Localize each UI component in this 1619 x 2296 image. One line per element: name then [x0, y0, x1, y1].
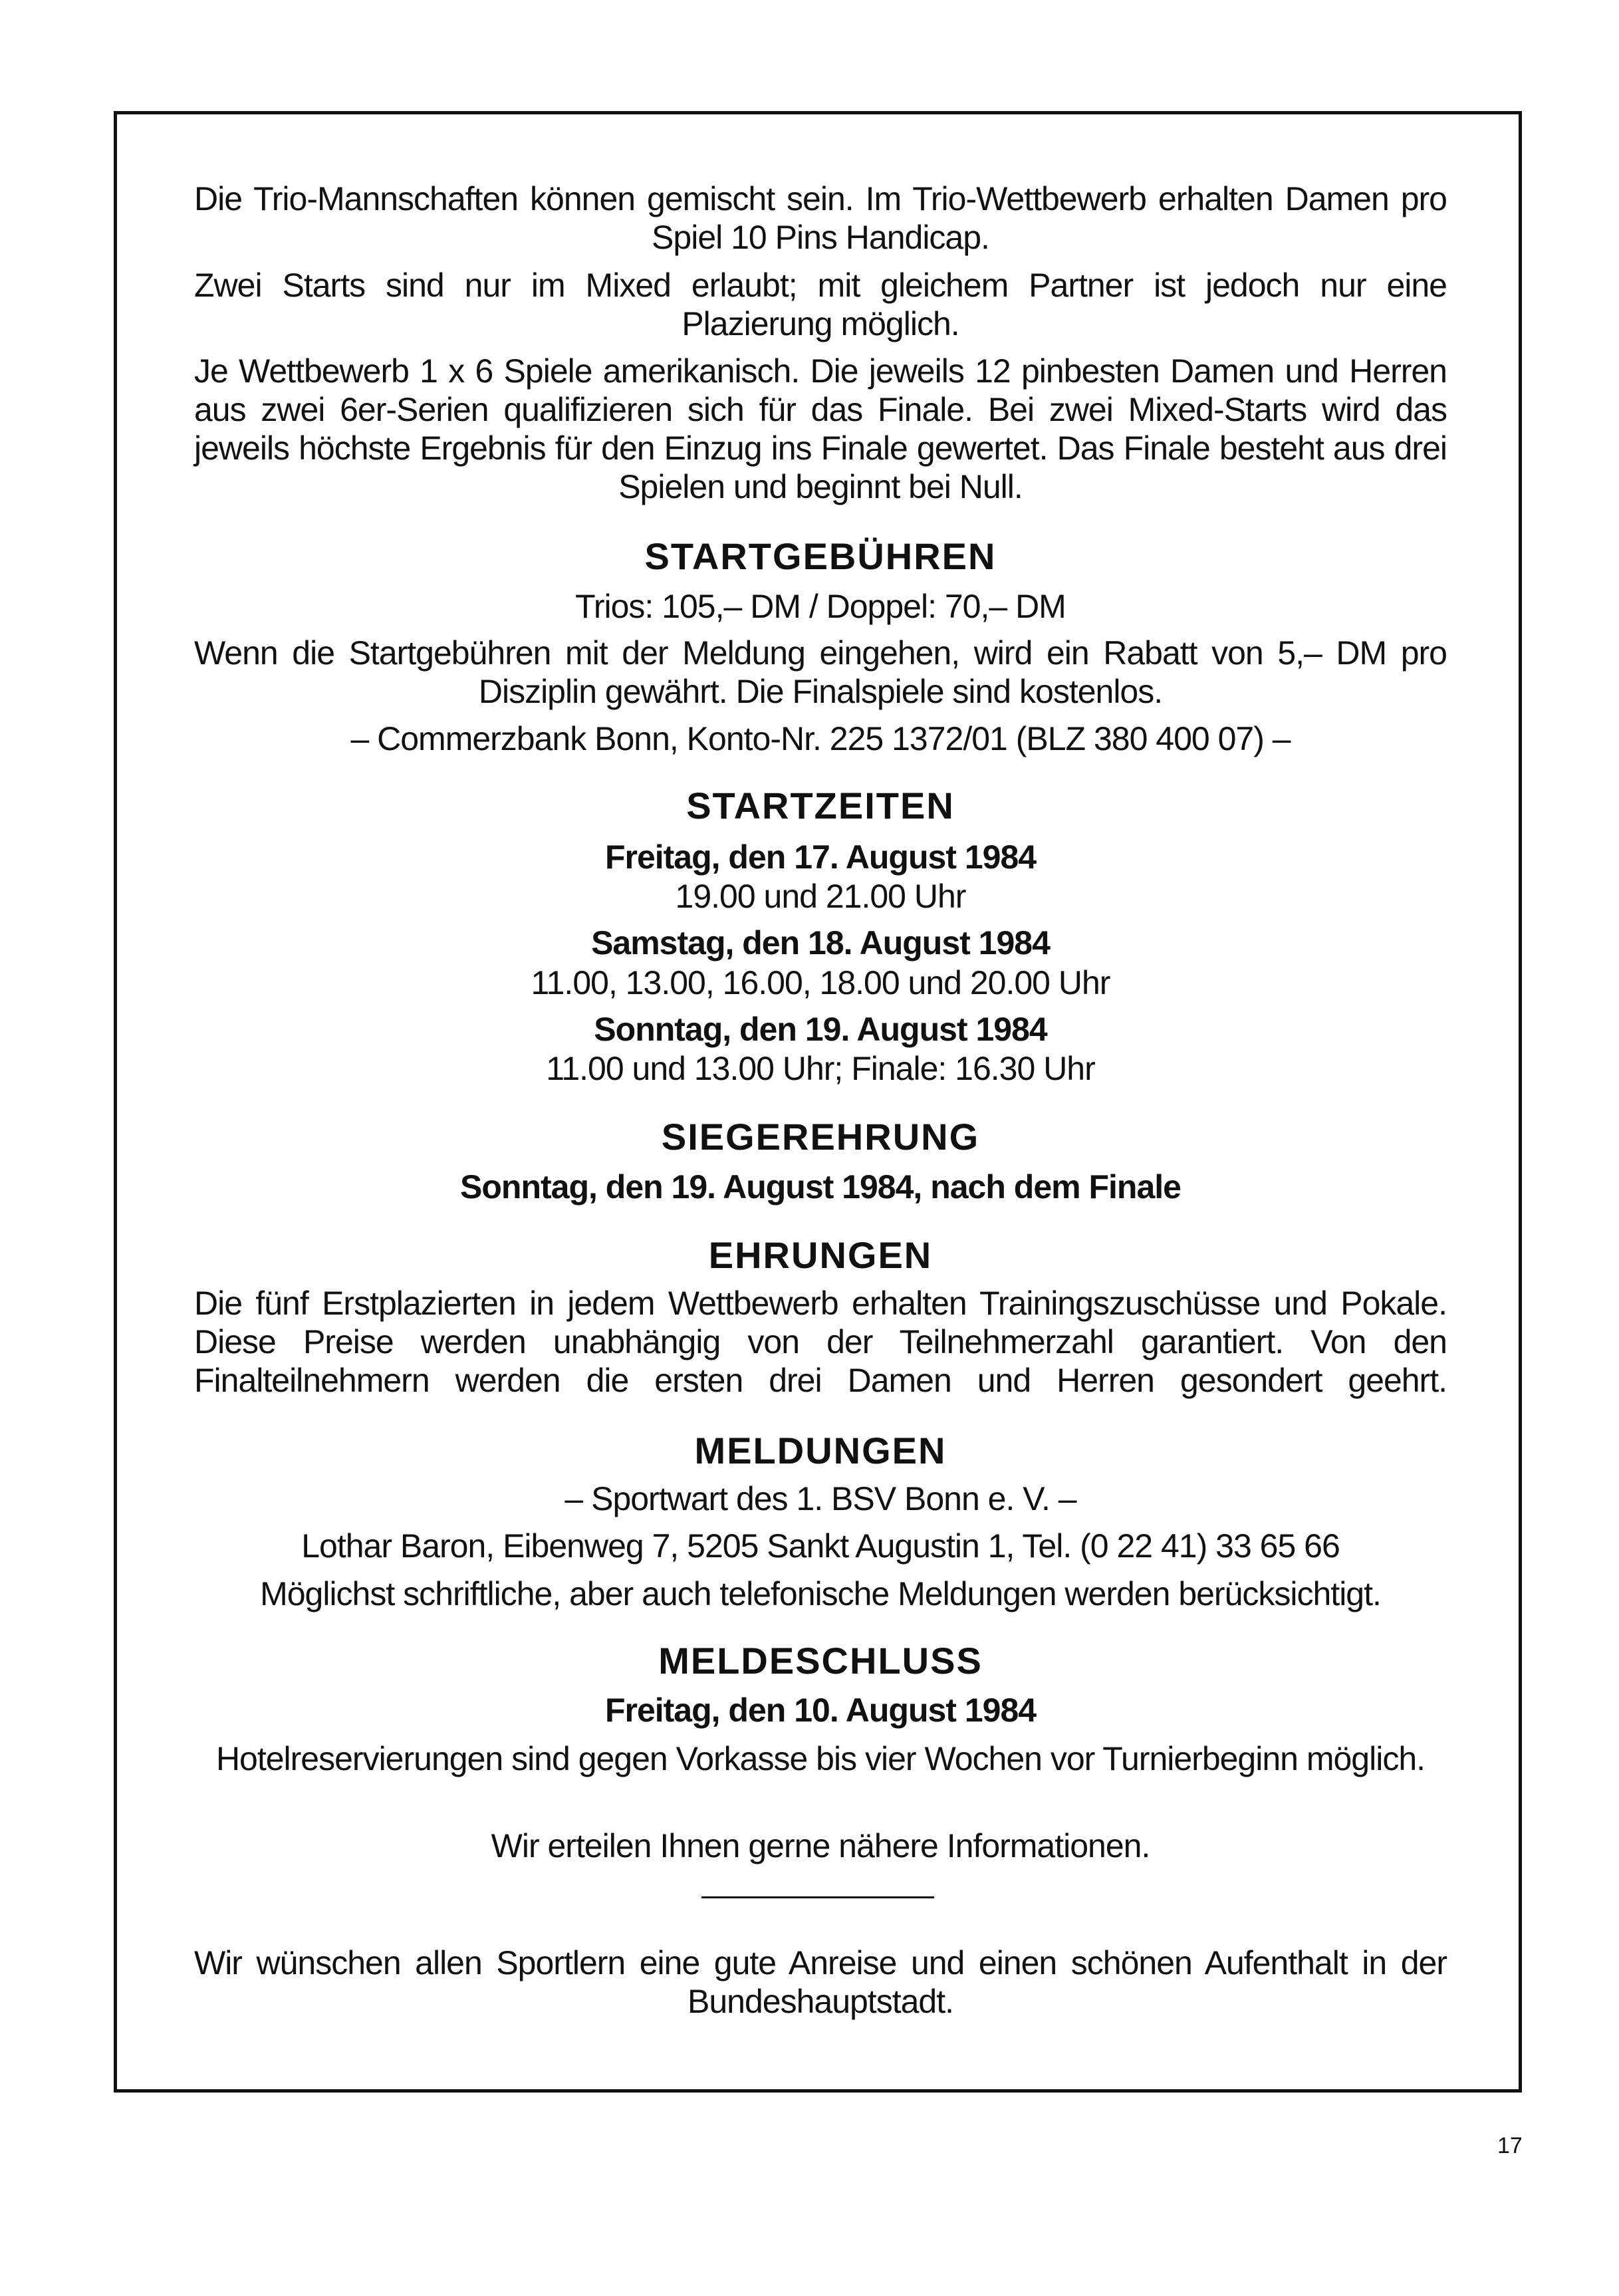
page-number: 17	[1497, 2133, 1523, 2158]
heading-siegerehrung: SIEGEREHRUNG	[661, 1116, 980, 1158]
intro-paragraph-2: Zwei Starts sind nur im Mixed erlaubt; mit gleichem Partner ist jedoch nur eine Plazierung möglich.	[194, 267, 1447, 342]
meldungen-contact: Lothar Baron, Eibenweg 7, 5205 Sankt Augustin 1, Tel. (0 22 41) 33 65 66	[301, 1527, 1340, 1565]
meldungen-role: – Sportwart des 1. BSV Bonn e. V. –	[564, 1480, 1076, 1517]
day-date: Samstag, den 18. August 1984	[591, 924, 1050, 961]
closing-text: Wir wünschen allen Sportlern eine gute Anreise und einen schönen Aufenthalt in der Bundeshauptstadt.	[194, 1944, 1447, 2020]
intro-paragraph-1: Die Trio-Mannschaften können gemischt sein. Im Trio-Wettbewerb erhalten Damen pro Spiel 10 Pins Handicap.	[194, 180, 1447, 256]
heading-meldeschluss: MELDESCHLUSS	[658, 1640, 983, 1682]
heading-ehrungen: EHRUNGEN	[708, 1234, 933, 1276]
day-date: Freitag, den 17. August 1984	[604, 838, 1037, 876]
meldeschluss-date: Freitag, den 10. August 1984	[604, 1692, 1037, 1729]
day-times: 11.00 und 13.00 Uhr; Finale: 16.30 Uhr	[546, 1050, 1095, 1087]
heading-startgebuehren: STARTGEBÜHREN	[644, 535, 997, 577]
intro-paragraph-3: Je Wettbewerb 1 x 6 Spiele amerikanisch. Die jeweils 12 pinbesten Damen und Herren aus zwei 6er-Serien qualifizieren sich für das Finale. Bei zwei Mixed-Starts wird das jeweils höchste Ergebnis für den Einzug ins Finale gewertet. Das Finale besteht aus drei Spielen und beginnt bei Null.	[194, 352, 1447, 505]
day-date: Sonntag, den 19. August 1984	[594, 1011, 1047, 1048]
meldungen-note: Möglichst schriftliche, aber auch telefonische Meldungen werden berücksichtigt.	[260, 1575, 1381, 1612]
fees-text: Trios: 105,– DM / Doppel: 70,– DM	[575, 588, 1066, 625]
heading-startzeiten: STARTZEITEN	[686, 785, 955, 827]
info-text: Wir erteilen Ihnen gerne nähere Informationen.	[491, 1827, 1150, 1864]
discount-text: Wenn die Startgebühren mit der Meldung eingehen, wird ein Rabatt von 5,– DM pro Disziplin gewährt. Die Finalspiele sind kostenlos.	[194, 634, 1447, 710]
heading-meldungen: MELDUNGEN	[694, 1430, 947, 1471]
siegerehrung-text: Sonntag, den 19. August 1984, nach dem Finale	[460, 1168, 1181, 1206]
hotel-text: Hotelreservierungen sind gegen Vorkasse bis vier Wochen vor Turnierbeginn möglich.	[215, 1740, 1426, 1777]
day-times: 11.00, 13.00, 16.00, 18.00 und 20.00 Uhr	[531, 964, 1110, 1001]
divider	[701, 1896, 934, 1898]
day-times: 19.00 und 21.00 Uhr	[675, 878, 966, 915]
bank-text: – Commerzbank Bonn, Konto-Nr. 225 1372/01 (BLZ 380 400 07) –	[350, 720, 1291, 757]
ehrungen-text: Die fünf Erstplazierten in jedem Wettbewerb erhalten Trainingszuschüsse und Pokale. Diese Preise werden unabhängig von der Teilnehmerzahl garantiert. Von den Finalteilnehmern werden die ersten drei Damen und Herren gesondert geehrt.	[194, 1285, 1447, 1399]
